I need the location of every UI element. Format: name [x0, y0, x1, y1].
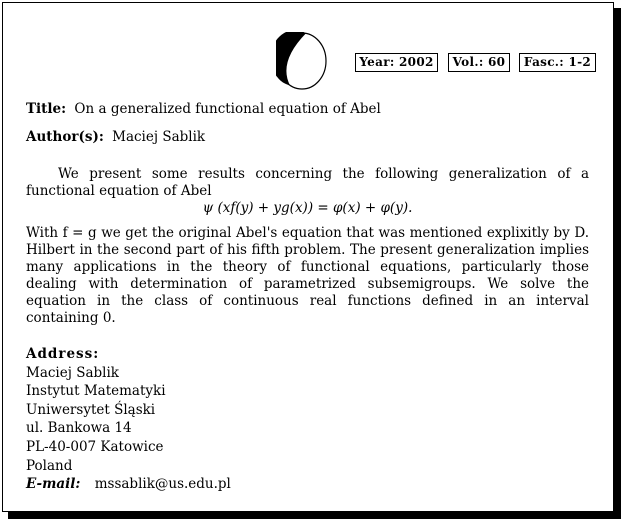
fascicle-badge: Fasc.: 1-2: [519, 53, 596, 72]
abstract-paragraph-2: With f = g we get the original Abel's equation that was mentioned explixitly by D. Hilbert in the second part of his fifth problem. The present generalization implies many applications in the theory of functional equations, particularly those dealing with determination of parametrized subsemigroups. We solve the equation in the class of continuous real functions defined in an interval containing 0.: [26, 225, 589, 326]
author-name: Maciej Sablik: [112, 129, 206, 145]
journal-logo-icon: [276, 32, 328, 90]
address-line: Maciej Sablik: [26, 364, 119, 381]
author-line: [26, 129, 205, 145]
email-link[interactable]: mssablik@us.edu.pl: [94, 476, 231, 493]
email-label: E-mail:: [26, 476, 81, 493]
volume-badge: Vol.: 60: [448, 53, 510, 72]
title-label: Title:: [26, 101, 67, 117]
abstract-paragraph-1: We present some results concerning the following generalization of a functional equation of Abel: [26, 166, 589, 199]
paper-title: On a generalized functional equation of Abel: [74, 101, 381, 117]
email-line: [26, 475, 231, 494]
address-line: Instytut Matematyki: [26, 383, 166, 400]
address-heading: Address:: [26, 346, 100, 362]
title-line: [26, 101, 381, 117]
address-line: ul. Bankowa 14: [26, 420, 132, 437]
address-line: PL-40-007 Katowice: [26, 438, 164, 455]
year-badge: Year: 2002: [355, 53, 438, 72]
address-line: Uniwersytet Śląski: [26, 401, 156, 418]
author-label: Author(s):: [26, 129, 104, 145]
address-line: Poland: [26, 457, 73, 474]
frame-shadow-right: [614, 8, 621, 515]
frame-shadow-bottom: [8, 512, 621, 519]
abstract: [26, 166, 589, 327]
functional-equation: ψ (xf(y) + yg(x)) = φ(x) + φ(y).: [202, 200, 413, 216]
address-block: [26, 345, 231, 494]
